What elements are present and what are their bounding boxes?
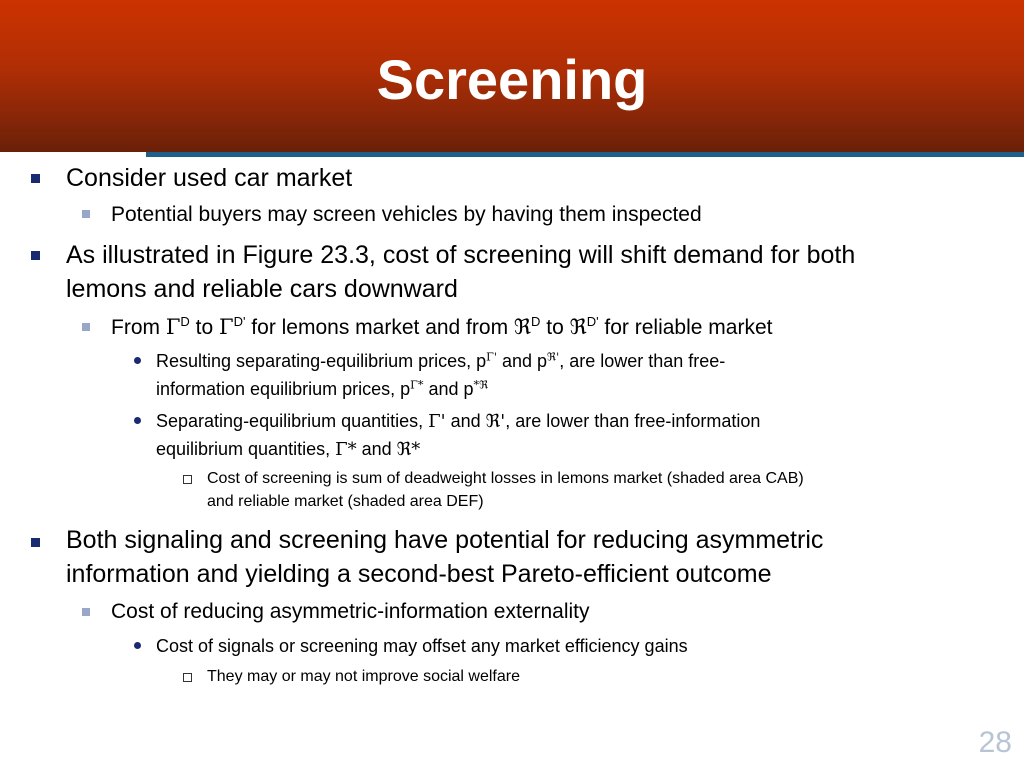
bullet-dot-icon — [134, 642, 141, 649]
bullet-prices-line2: information equilibrium prices, $p^{\Gamma*}$ and $p^{*ℜ}$ — [156, 378, 489, 399]
bullet-quantities-line1: Separating-equilibrium quantities, Γ' and ℜ', are lower than free-information — [156, 411, 761, 432]
sub-bullet-externality-cost: Cost of reducing asymmetric-information externality — [111, 600, 590, 623]
sub-bullet-demand-shift: From $\Gamma^D$ to $\Gamma^{D'}$ for lemons market and from ℜ$^D$ to ℜ$^{D'}$ for reliable market — [111, 314, 773, 339]
sub-bullet-inspection: Potential buyers may screen vehicles by having them inspected — [111, 203, 702, 226]
title-accent-rule — [146, 152, 1024, 157]
bullet-signaling-line1: Both signaling and screening have potential for reducing asymmetric — [66, 526, 824, 554]
bullet-social-welfare: They may or may not improve social welfare — [207, 668, 520, 685]
bullet-hollow-square-icon — [183, 475, 192, 484]
bullet-square-icon — [31, 251, 40, 260]
bullet-figure-line2: lemons and reliable cars downward — [66, 275, 458, 303]
bullet-quantities-line2: equilibrium quantities, Γ* and ℜ* — [156, 439, 421, 460]
bullet-hollow-square-icon — [183, 673, 192, 682]
bullet-offset-gains: Cost of signals or screening may offset any market efficiency gains — [156, 636, 688, 656]
bullet-signaling-line2: information and yielding a second-best Pareto-efficient outcome — [66, 560, 772, 588]
sub-bullet-square-icon — [82, 210, 90, 218]
bullet-deadweight-line1: Cost of screening is sum of deadweight losses in lemons market (shaded area CAB) — [207, 470, 804, 487]
bullet-square-icon — [31, 174, 40, 183]
bullet-prices-line1: Resulting separating-equilibrium prices, $p^{\Gamma'}$ and $p^{ℜ'}$, are lower than free- — [156, 350, 726, 371]
bullet-consider-market: Consider used car market — [66, 164, 353, 192]
bullet-square-icon — [31, 538, 40, 547]
slide-title: Screening — [376, 48, 648, 111]
sub-bullet-square-icon — [82, 323, 90, 331]
bullet-dot-icon — [134, 357, 141, 364]
bullet-deadweight-line2: and reliable market (shaded area DEF) — [207, 493, 484, 510]
bullet-dot-icon — [134, 417, 141, 424]
bullet-figure-line1: As illustrated in Figure 23.3, cost of screening will shift demand for both — [66, 241, 856, 269]
sub-bullet-square-icon — [82, 608, 90, 616]
page-number: 28 — [978, 726, 1012, 759]
